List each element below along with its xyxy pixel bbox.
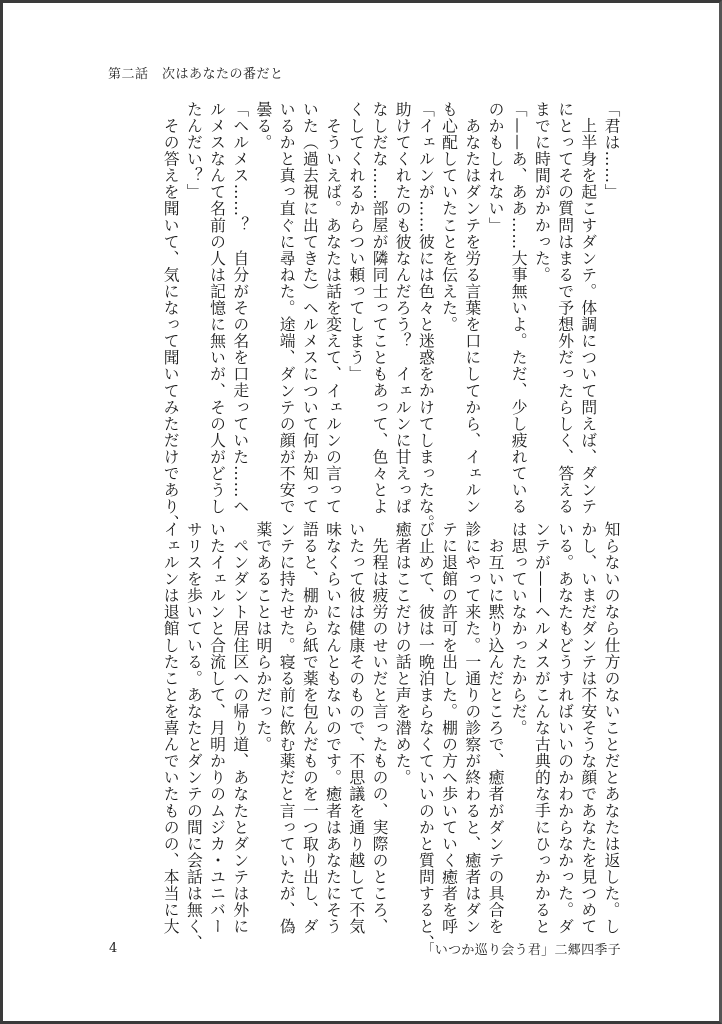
text-line: は思っていなかったからだ。 bbox=[509, 521, 529, 737]
text-line: いる。あなたもどうすればいいのかわからなかった。ダ bbox=[555, 521, 575, 935]
text-line: サリスを歩いている。あなたとダンテの間に会話は無く、 bbox=[184, 521, 204, 952]
text-line: いたイェルンと合流して、月明かりのムジカ・ユニバー bbox=[207, 521, 227, 935]
text-line: 診にやって来た。一通りの診察が終わると、癒者はダン bbox=[462, 521, 482, 935]
text-line: にとってその質問はまるで予想外だったらしく、答える bbox=[555, 101, 575, 515]
text-line: 「ヘルメス……？ 自分がその名を口走っていた……ヘ bbox=[230, 101, 250, 515]
text-line: 「——あ、ああ……大事無いよ。ただ、少し疲れている bbox=[509, 101, 529, 515]
text-line: あなたはダンテを労る言葉を口にしてから、イェルン bbox=[462, 101, 482, 515]
text-line: その答えを聞いて、気になって聞いてみただけであり、 bbox=[161, 101, 181, 532]
text-line: 薬であることは明らかだった。 bbox=[253, 521, 273, 753]
text-line: のかもしれない」 bbox=[485, 101, 505, 234]
text-line: び止めて、彼は一晩泊まらなくていいのかと質問すると、 bbox=[416, 521, 436, 952]
text-line: ルメスなんて名前の人は記憶に無いが、その人がどうし bbox=[207, 101, 227, 515]
text-line: も心配していたことを伝えた。 bbox=[439, 101, 459, 333]
text-line: 助けてくれたのも彼なんだろう？ イェルンに甘えっぱ bbox=[393, 101, 413, 515]
text-line: 知らないのなら仕方のないことだとあなたは返した。し bbox=[602, 521, 621, 935]
text-line: 語ると、棚から紙で薬を包んだものを一つ取り出し、ダ bbox=[300, 521, 320, 935]
book-title-footer: 「いつか巡り会う君」二郷四季子 bbox=[421, 943, 621, 958]
text-line: いたって彼は健康そのもので、不思議を通り越して不気 bbox=[346, 521, 366, 935]
text-line: 「イェルンが……彼には色々と迷惑をかけてしまったな。 bbox=[416, 101, 436, 532]
text-line: 先程は疲労のせいだと言ったものの、実際のところ、 bbox=[369, 521, 389, 935]
text-line: くしてくれるからつい頼ってしまう」 bbox=[346, 101, 366, 383]
text-line: いるかと真っ直ぐに尋ねた。途端、ダンテの顔が不安で bbox=[277, 101, 297, 515]
text-line: お互いに黙り込んだところで、癒者がダンテの具合を bbox=[485, 521, 505, 935]
text-line: 曇る。 bbox=[253, 101, 273, 151]
text-line: 癒者はここだけの話と声を潜めた。 bbox=[393, 521, 413, 786]
text-line: テに退館の許可を出した。棚の方へ歩いていく癒者を呼 bbox=[439, 521, 459, 935]
page-number: 4 bbox=[109, 941, 118, 956]
text-line: ペンダント居住区への帰り道、あなたとダンテは外に bbox=[230, 521, 250, 935]
text-line: ンテに持たせた。寝る前に飲む薬だと言っていたが、偽 bbox=[277, 521, 297, 935]
text-line: たんだい？」 bbox=[184, 101, 204, 201]
text-line: なしだな……部屋が隣同士ってこともあって、色々とよ bbox=[369, 101, 389, 515]
text-line: ンテが——ヘルメスがこんな古典的な手にひっかかると bbox=[532, 521, 552, 935]
text-line: 「君は……」 bbox=[602, 101, 621, 201]
text-line: 味なくらいになんともないのです。癒者はあなたにそう bbox=[323, 521, 343, 935]
text-line: 上半身を起こすダンテ。体調について問えば、ダンテ bbox=[578, 101, 598, 515]
text-block-top bbox=[159, 101, 623, 532]
chapter-header: 第二話 次はあなたの番だと bbox=[108, 67, 284, 82]
text-line: までに時間がかかった。 bbox=[532, 101, 552, 284]
text-line: かし、いまだダンテは不安そうな顔であなたを見つめて bbox=[578, 521, 598, 935]
text-line: そういえば。あなたは話を変えて、イェルンの言って bbox=[323, 101, 343, 515]
text-line: いた（過去視に出てきた）ヘルメスについて何か知って bbox=[300, 101, 320, 515]
text-line: イェルンは退館したことを喜んでいたものの、本当に大 bbox=[161, 521, 181, 935]
